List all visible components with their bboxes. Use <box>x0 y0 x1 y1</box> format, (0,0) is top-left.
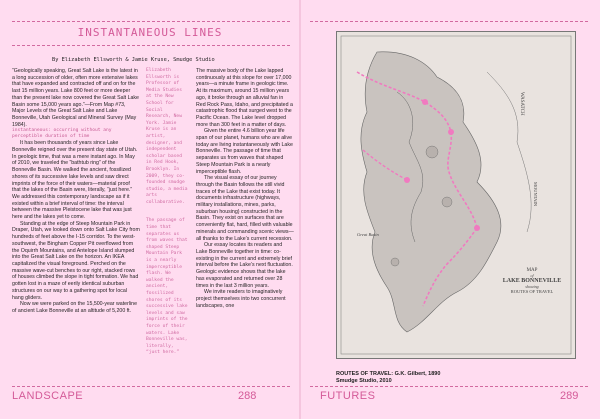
route-marker <box>448 129 454 135</box>
island <box>426 146 438 158</box>
gutter <box>299 0 301 419</box>
page-number-right: 289 <box>560 390 579 402</box>
footer-rule-right <box>310 386 588 387</box>
island <box>442 197 452 207</box>
paragraph: Our essay locates its readers and Lake Bonneville together in time: co-existing in the current and extremely brief interval before the Lake’s next fluctuation. Geologic evidence shows that the lake has evaporated and returned over 28 times in the last 3 million years. <box>196 242 293 289</box>
map-label-mountain: MOUNTAIN <box>533 182 538 207</box>
top-rule-left <box>12 21 290 22</box>
epigraph-quote: “Geologically speaking, Great Salt Lake is the latest in a long succession of older, often more extensive lakes that have expanded and contracted off and on for the last 15 million years. Lake 800 feet or more deeper than the present lake now covered the Great Salt Lake Basin some 15,000 years ago.”—From Map #73, Major Levels of the Great Salt Lake and Lake Bonneville, Utah Geological and Mineral Survey (May 1984). <box>12 68 139 128</box>
byline: By Elizabeth Ellsworth & Jamie Kruse, Smudge Studio <box>52 57 215 63</box>
paragraph: It has been thousands of years since Lake Bonneville reigned over the present day state of Utah. In geologic time, that was a mere instant ago. In May of 2010, we traveled the “bathtub ring” of the Bonneville Basin. We walked the ancient, fossilized shores of its successive lake levels and saw direct imprints of the force of their waters—material proof that the lakes of the Basin were, literally, “just here.” We addressed this contemporary landscape as if it existed within a brief interval of time: the interval between the massive Pleistocene lake that was just here and the lakes yet to come. <box>12 140 138 221</box>
route-marker <box>422 99 428 105</box>
caption-title: ROUTES OF TRAVEL: G.K. Gilbert, 1890 <box>336 371 441 377</box>
section-label-right: FUTURES <box>320 390 376 402</box>
title-rule <box>12 45 290 46</box>
paragraph: Now we were parked on the 15,500-year waterline of ancient Lake Bonneville at an altitude of 5,200 ft. <box>12 301 138 314</box>
paragraph: Standing at the edge of Steep Mountain Park in Draper, Utah, we looked down onto Salt Lake City from hundreds of feet above the I-15 corridor. To the west-southwest, the Bingham Copper Pit overflowed from the Oquirrh Mountains, and Antelope Island slumped into the Great Salt Lake on the horizon. An IKEA capitalized the visual foreground. Perched on the massive wave-cut benches to our right, stacked rows of houses climbed the slope in tight formation. We had gotten lost in a maze of eerily identical suburban structures on our way to a gathering spot for local hang gliders. <box>12 220 140 301</box>
map-title-2: of <box>530 273 534 278</box>
map-title-5: ROUTES OF TRAVEL <box>510 289 554 294</box>
author-bio-note: Elizabeth Ellsworth is Professor of Media Studies at the New School for Social Research, New York. Jamie Kruse is an artist, designer, and independent scholar based in Red Hook, Brooklyn. In 2009, they co-founded smudge studio, a media arts collaborative. <box>146 68 188 205</box>
column-3 <box>196 68 294 309</box>
historic-map <box>336 31 576 359</box>
paragraph: We invite readers to imaginatively project themselves into two concurrent landscapes, one <box>196 289 286 309</box>
footer-rule-left <box>12 386 290 387</box>
map-title-4: showing <box>525 284 539 289</box>
paragraph: The visual essay of our journey through the Basin follows the still vivid traces of the Lake that exist today. It documents infrastructure (highways, military installations, mines, parks, suburban housing) constructed in the Basin. They exist on surfaces that are conveniently flat, hard, filled with valuable minerals and commanding scenic views—all thanks to the Lake’s current recession. <box>196 175 294 242</box>
map-caption <box>336 371 440 385</box>
island <box>391 258 399 266</box>
map-title-3: LAKE BONNEVILLE <box>502 278 562 284</box>
pull-quote-note: The passage of time that separates us from waves that shaped Steep Mountain Park is a nearly imperceptible flash. We walked the ancient, fossilized shores of its successive lake levels and saw imprints of the force of their waters. Lake Bonneville was, literally, “just here.” <box>146 218 188 356</box>
paragraph: The massive body of the Lake lapped continuously at this slope for over 17,000 years—a minute frame in geologic time. At its maximum, around 15 million years ago, it broke through an alluvial fan in Red Rock Pass, Idaho, and precipitated a catastrophic flood that surged west to the Pacific Ocean. The Lake level dropped more than 300 feet in a matter of days. <box>196 68 293 128</box>
definition-note: instantaneous: occurring without any perceptible duration of time <box>12 128 112 140</box>
column-1 <box>12 68 140 315</box>
route-marker <box>404 177 410 183</box>
article-title: INSTANTANEOUS LINES <box>77 26 223 39</box>
caption-credit: Smudge Studio, 2010 <box>336 378 392 384</box>
section-label-left: LANDSCAPE <box>12 390 84 402</box>
map-title-1: MAP <box>526 268 538 273</box>
sidebar-notes <box>146 68 190 369</box>
route-marker <box>474 225 480 231</box>
page-number-left: 288 <box>238 390 257 402</box>
top-rule-right <box>310 21 588 22</box>
lake-map-drawing <box>337 32 575 358</box>
map-title-cartouche <box>497 268 567 294</box>
map-label-wasatch: WASATCH <box>519 92 524 116</box>
map-label-basin: Great Basin <box>357 232 379 237</box>
paragraph: Given the entire 4.6 billion year life span of our planet, humans who are alive today are living instantaneously with Lake Bonneville. The passage of time that separates us from waves that shaped Steep Mountain Park is a nearly imperceptible flash. <box>196 128 293 175</box>
